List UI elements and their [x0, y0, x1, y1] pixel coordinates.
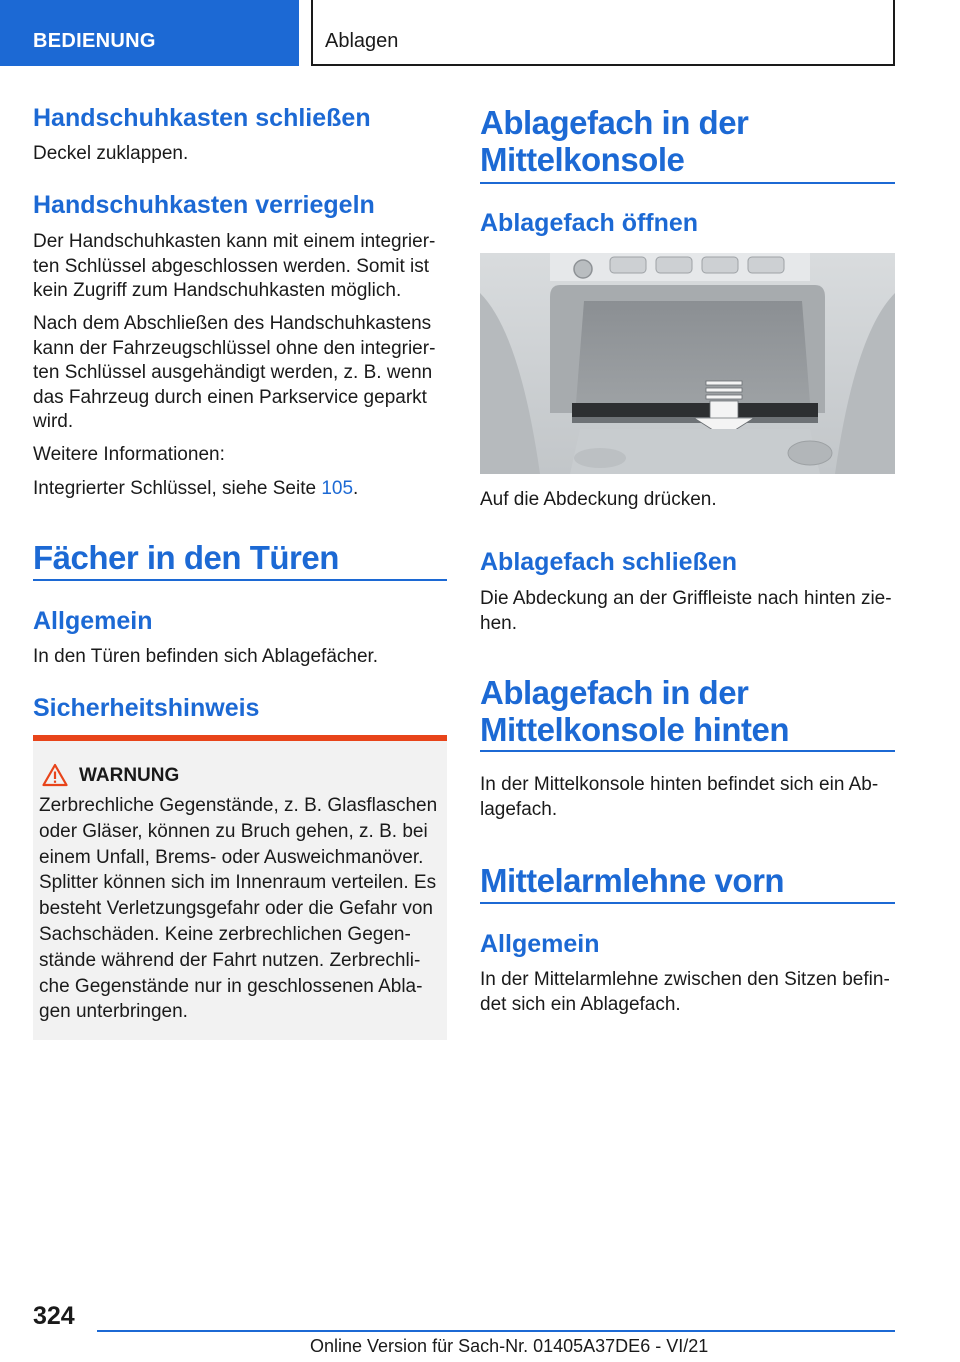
heading-center-console: Ablagefach in der Mittelkonsole	[480, 104, 749, 178]
warning-triangle-icon	[42, 763, 68, 787]
text-glovebox-close: Deckel zuklappen.	[33, 143, 189, 164]
page-number: 324	[33, 1302, 75, 1330]
text-general-armrest: In der Mittelarmlehne zwischen den Sitzen befindet sich ein Ablagefach.	[480, 969, 890, 1015]
footer-rule	[97, 1330, 895, 1332]
reference-end: .	[353, 478, 359, 499]
topic-label: Ablagen	[325, 30, 399, 52]
text-more-info: Weitere Informationen:	[33, 444, 225, 465]
heading-rule	[480, 750, 895, 752]
text-reference	[33, 477, 447, 502]
page-reference-link[interactable]: 105	[321, 478, 354, 499]
heading-rule	[480, 902, 895, 904]
heading-door-compartments: Fächer in den Türen	[33, 539, 339, 576]
text-glovebox-lock-2: Nach dem Abschließen des Handschuhkastens kann der Fahrzeugschlüssel ohne den integrierten Schlüssel ausgehändigt werden, z. B. wenn das Fahrzeug durch einen Parkservice geparkt wird.	[33, 313, 436, 432]
section-tab	[0, 0, 299, 66]
warning-title: WARNUNG	[79, 765, 180, 786]
heading-front-armrest: Mittelarmlehne vorn	[480, 862, 785, 899]
console-compartment-illustration	[480, 253, 895, 474]
warning-text: Zerbrechliche Gegenstände, z. B. Glasflaschen oder Gläser, können zu Bruch gehen, z. B. bei einem Unfall, Brems- oder Ausweichmanöver. Splitter können sich im Innenraum verteilen. Es besteht Verletzungsgefahr oder die Gefahr von Sachschäden. Keine zerbrechlichen Gegenstände während der Fahrt nutzen. Zerbrechliche Gegenstände nur in geschlossenen Ablagen unterbringen.	[39, 795, 438, 1023]
reference-text: Integrierter Schlüssel, siehe Seite	[33, 478, 322, 499]
heading-glovebox-lock: Handschuhkasten verriegeln	[33, 191, 375, 219]
center-console-photo	[480, 253, 895, 474]
heading-close-compartment: Ablagefach schließen	[480, 548, 738, 576]
text-open-compartment: Auf die Abdeckung drücken.	[480, 489, 717, 510]
text-glovebox-lock-1: Der Handschuhkasten kann mit einem integrierten Schlüssel abgeschlossen werden. Somit ist kein Zugriff zum Handschuhkasten möglich.	[33, 231, 436, 301]
topic-header	[313, 0, 895, 66]
text-rear-console: In der Mittelkonsole hinten befindet sich ein Ablagefach.	[480, 774, 879, 820]
heading-safety-note: Sicherheitshinweis	[33, 694, 260, 722]
warning-box	[33, 735, 447, 1040]
heading-rear-console: Ablagefach in der Mittelkonsole hinten	[480, 674, 790, 748]
heading-general-armrest: Allgemein	[480, 930, 600, 958]
footer-text: Online Version für Sach-Nr. 01405A37DE6 - VI/21	[310, 1336, 709, 1356]
heading-general-doors: Allgemein	[33, 607, 153, 635]
heading-rule	[480, 182, 895, 184]
heading-glovebox-close: Handschuhkasten schließen	[33, 104, 371, 132]
heading-rule	[33, 579, 447, 581]
section-label: BEDIENUNG	[33, 30, 156, 52]
text-general-doors: In den Türen befinden sich Ablagefächer.	[33, 646, 379, 667]
heading-open-compartment: Ablagefach öffnen	[480, 209, 699, 237]
warning-bar	[33, 735, 447, 741]
text-close-compartment: Die Abdeckung an der Griffleiste nach hinten ziehen.	[480, 588, 892, 634]
